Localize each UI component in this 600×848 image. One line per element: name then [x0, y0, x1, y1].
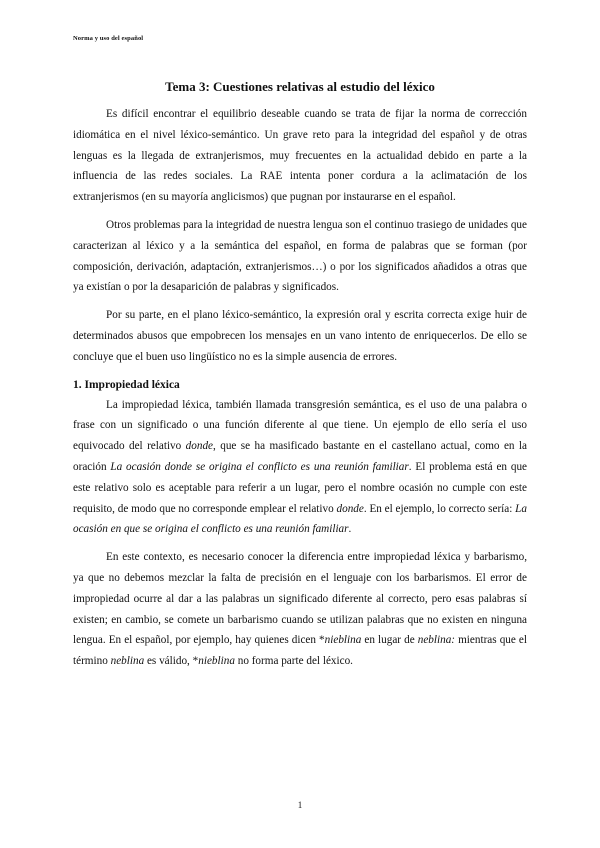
intro-paragraph-3: Por su parte, en el plano léxico-semántico, la expresión oral y escrita correcta exige huir de determinados abusos que empobrecen los mensajes en un vano intento de enriquecerlos. De ello se concluye que el buen uso lingüístico no es la simple ausencia de errores. [73, 309, 527, 363]
page-number: 1 [297, 800, 303, 810]
page-title: Tema 3: Cuestiones relativas al estudio del léxico [165, 79, 435, 94]
text-run: mientras que el término [73, 634, 528, 668]
italic-term: donde [336, 502, 364, 515]
running-header: Norma y uso del español [73, 35, 144, 42]
text-run: . El problema está en que este relativo solo es aceptable para referir a un lugar, pero el nombre ocasión no cumple con este requisito, de modo que no corresponde emplear el relativo [73, 460, 528, 515]
example-sentence-wrong: La ocasión donde se origina el conflicto es una reunión familiar [110, 460, 409, 473]
italic-term: neblina [110, 655, 145, 668]
italic-term: neblina: [417, 634, 456, 647]
intro-paragraph-2: Otros problemas para la integridad de nuestra lengua son el continuo trasiego de unidades que caracterizan al léxico y a la semántica del español, en forma de palabras que se forman (por composición, derivación, adaptación, extranjerismos…) o por los significados añadidos a otras que ya existían o por la desaparición de palabras y significados. [73, 218, 527, 294]
italic-term: nieblina [324, 634, 362, 647]
intro-paragraph-1: Es difícil encontrar el equilibrio deseable cuando se trata de fijar la norma de corrección idiomática en el nivel léxico-semántico. Un grave reto para la integridad del español y de otras lenguas es la llegada de extranjerismos, muy frecuentes en la actualidad debido en parte a la influencia de las redes sociales. La RAE intenta poner cordura a la aclimatación de los extranjerismos (en su mayoría anglicismos) que pugnan por instaurarse en el español. [73, 108, 527, 204]
section-paragraph-2 [73, 547, 527, 672]
italic-term: nieblina [198, 655, 235, 668]
text-run: , que se ha masificado bastante en el castellano actual, como en la oración [73, 440, 527, 473]
text-run: no forma parte del léxico. [234, 655, 353, 668]
italic-term: donde [185, 440, 214, 453]
text-run: . [348, 523, 352, 536]
text-run: es válido, * [144, 655, 199, 668]
text-run: La impropiedad léxica, también llamada transgresión semántica, es el uso de una palabra o frase con un significado o una función diferente al que tiene. Un ejemplo de ello sería el uso equivocado del relativo [73, 398, 527, 453]
text-run: En este contexto, es necesario conocer la diferencia entre impropiedad léxica y barbarismo, ya que no debemos mezclar la falta de precisión en el lenguaje con los barbarismos. El error de impropiedad ocurre al dar a las palabras un significado diferente al correcto, pero esas palabras sí existen; en cambio, se comete un barbarismo cuando se utilizan palabras que no existen en ninguna lengua. En el español, por ejemplo, hay quienes dicen * [73, 551, 527, 647]
section-paragraph-1 [73, 395, 527, 541]
section-heading: 1. Impropiedad léxica [73, 378, 180, 391]
text-run: en lugar de [361, 634, 418, 647]
page-content [73, 78, 527, 679]
example-sentence-correct: La ocasión en que se origina el conflicto es una reunión familiar [73, 502, 527, 536]
text-run: . En el ejemplo, lo correcto sería: [363, 502, 516, 515]
